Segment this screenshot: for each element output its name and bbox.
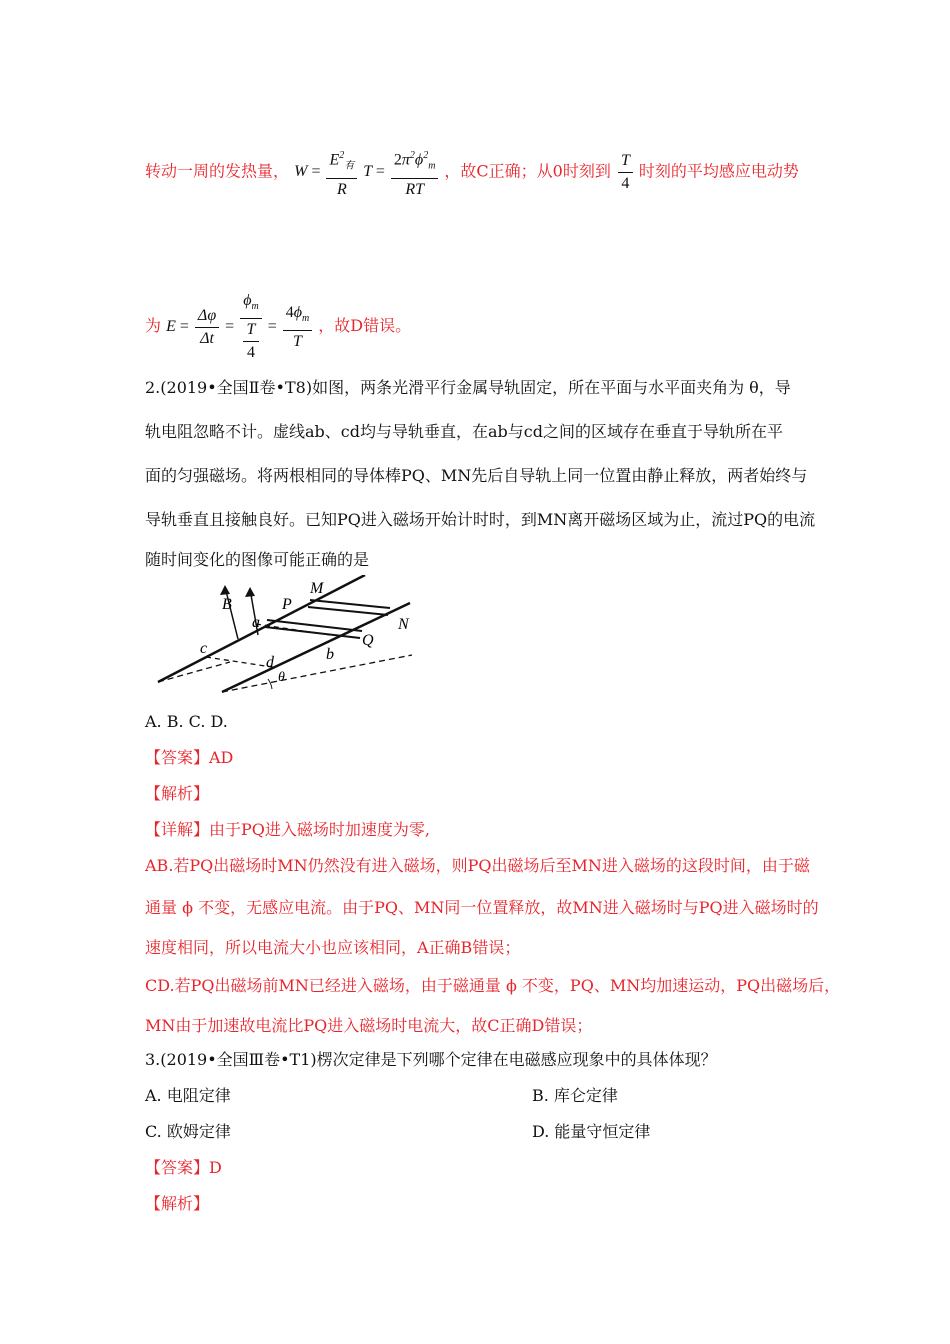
q3-stem: 3.(2019•全国Ⅲ卷•T1)楞次定律是下列哪个定律在电磁感应现象中的具体体现？ (145, 1050, 717, 1069)
label-a: a (252, 614, 260, 631)
q2-analysis: 【解析】 (145, 784, 210, 803)
label-d: d (266, 654, 274, 671)
label-P: P (282, 596, 292, 613)
arrow-icon (220, 585, 230, 595)
solution-text: 时刻的平均感应电动势 (638, 161, 799, 181)
time-fraction: $\frac{T}{4}$ (616, 163, 639, 180)
q2-options: A. B. C. D. (145, 712, 228, 731)
solution-line-2 (145, 290, 411, 364)
q2-detail: 【详解】由于PQ进入磁场时加速度为零, (145, 820, 430, 839)
rail-diagram (150, 575, 430, 700)
q3-option-b: B. 库仑定律 (532, 1086, 618, 1105)
q2-detail: MN由于加速故电流比PQ进入磁场时电流大，故C正确D错误； (145, 1016, 593, 1035)
q2-detail: 通量 ϕ 不变，无感应电流。由于PQ、MN同一位置释放，故MN进入磁场时与PQ进入磁场时的 (145, 898, 819, 917)
label-b: b (326, 646, 334, 663)
heat-formula: W = $\frac{E^2_有}{R}$ T = $\frac{2\pi^2\phi^2_m}{RT}$ (294, 163, 444, 180)
q3-answer: 【答案】D (145, 1158, 222, 1177)
q2-line: 导轨垂直且接触良好。已知PQ进入磁场开始计时时，到MN离开磁场区域为止，流过PQ的电流 (145, 510, 816, 529)
emf-formula: E = $\frac{\Delta\varphi}{\Delta t}$ = $\phi_m$ T 4 = $\frac{4\phi_m}{T}$ (166, 318, 318, 335)
q2-line: 面的匀强磁场。将两根相同的导体棒PQ、MN先后自导轨上同一位置由静止释放，两者始终与 (145, 466, 808, 485)
q3-option-c: C. 欧姆定律 (145, 1122, 231, 1141)
q2-line: 2.(2019•全国Ⅱ卷•T8)如图，两条光滑平行金属导轨固定，所在平面与水平面夹角为 θ，导 (145, 378, 791, 397)
label-M: M (310, 580, 324, 597)
solution-text: 为 (145, 315, 162, 335)
solution-text: 转动一周的发热量， (145, 161, 290, 181)
q2-line: 轨电阻忽略不计。虚线ab、cd均与导轨垂直，在ab与cd之间的区域存在垂直于导轨所在平 (145, 422, 783, 441)
q3-option-d: D. 能量守恒定律 (532, 1122, 651, 1141)
solution-line-1 (145, 145, 799, 201)
arrow-icon (245, 587, 255, 597)
solution-text: ，故D错误。 (318, 315, 412, 335)
q2-line: 随时间变化的图像可能正确的是 (145, 550, 370, 569)
label-B: B (222, 596, 232, 613)
q2-detail: CD.若PQ出磁场前MN已经进入磁场，由于磁通量 ϕ 不变，PQ、MN均加速运动，PQ出磁场后， (145, 976, 841, 995)
label-c: c (200, 640, 208, 657)
q2-answer: 【答案】AD (145, 748, 234, 767)
label-Q: Q (362, 632, 374, 649)
solution-text: ，故C正确；从0时刻到 (444, 161, 611, 181)
label-theta: θ (278, 670, 285, 685)
q2-detail: 速度相同，所以电流大小也应该相同，A正确B错误； (145, 938, 521, 957)
q3-option-a: A. 电阻定律 (145, 1086, 231, 1105)
label-N: N (398, 616, 409, 633)
q3-analysis: 【解析】 (145, 1194, 210, 1213)
q2-detail: AB.若PQ出磁场时MN仍然没有进入磁场，则PQ出磁场后至MN进入磁场的这段时间，由于磁 (145, 856, 810, 875)
